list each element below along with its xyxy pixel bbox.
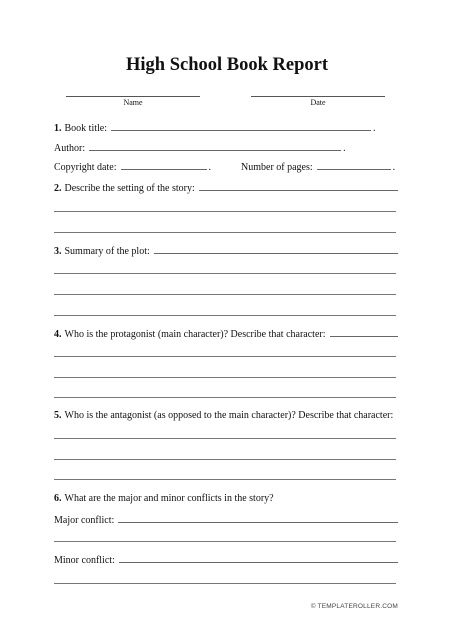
- question-4-row: [54, 324, 400, 340]
- question-number: 5.: [54, 410, 62, 421]
- question-2-row: [54, 178, 400, 194]
- major-conflict-row: [54, 510, 400, 526]
- question-text: What are the major and minor conflicts in the story?: [64, 493, 274, 504]
- date-label: Date: [310, 98, 326, 107]
- name-label: Name: [123, 98, 143, 107]
- answer-field[interactable]: [330, 327, 399, 337]
- copyright-pages-row: Copyright date: . Number of pages: .: [54, 162, 396, 173]
- answer-line[interactable]: [54, 583, 396, 584]
- question-text: Who is the protagonist (main character)? Describe that character:: [64, 329, 326, 340]
- name-field[interactable]: [66, 88, 200, 97]
- page-title: High School Book Report: [126, 55, 328, 75]
- answer-line[interactable]: [54, 356, 396, 357]
- question-number: 2.: [54, 183, 62, 194]
- answer-line[interactable]: [54, 459, 396, 460]
- question-5-row: [54, 405, 400, 421]
- minor-conflict-label: Minor conflict:: [54, 555, 115, 566]
- answer-line[interactable]: [54, 377, 396, 378]
- answer-line[interactable]: [54, 232, 396, 233]
- question-text: Who is the antagonist (as opposed to the main character)? Describe that character:: [64, 410, 394, 421]
- answer-line[interactable]: [54, 397, 396, 398]
- author-field[interactable]: [89, 141, 341, 151]
- minor-conflict-field[interactable]: [119, 553, 398, 563]
- question-number: 6.: [54, 493, 62, 504]
- major-conflict-field[interactable]: [118, 513, 398, 523]
- question-text: Summary of the plot:: [64, 246, 150, 257]
- book-title-field[interactable]: [111, 121, 371, 131]
- author-row: Author: .: [54, 143, 346, 154]
- answer-line[interactable]: [54, 211, 396, 212]
- date-field[interactable]: [251, 88, 385, 97]
- pages-field[interactable]: [317, 160, 391, 170]
- question-number: 3.: [54, 246, 62, 257]
- answer-line[interactable]: [54, 294, 396, 295]
- major-conflict-label: Major conflict:: [54, 515, 115, 526]
- answer-line[interactable]: [54, 273, 396, 274]
- answer-line[interactable]: [54, 479, 396, 480]
- minor-conflict-row: [54, 550, 400, 566]
- copyright-label: Copyright date:: [54, 162, 117, 173]
- question-text: Describe the setting of the story:: [64, 183, 195, 194]
- question-3-row: [54, 241, 400, 257]
- footer-credit: © TEMPLATEROLLER.COM: [310, 603, 398, 610]
- pages-label: Number of pages:: [241, 162, 313, 173]
- answer-field[interactable]: [199, 181, 398, 191]
- answer-field[interactable]: [154, 244, 398, 254]
- answer-line[interactable]: [54, 315, 396, 316]
- answer-line[interactable]: [54, 541, 396, 542]
- answer-line[interactable]: [54, 438, 396, 439]
- book-title-label: Book title:: [64, 123, 107, 134]
- question-number: 4.: [54, 329, 62, 340]
- copyright-field[interactable]: [121, 160, 207, 170]
- question-6-row: [54, 488, 400, 504]
- question-number: 1.: [54, 123, 62, 134]
- author-label: Author:: [54, 143, 86, 154]
- book-title-row: 1. Book title: .: [54, 123, 376, 134]
